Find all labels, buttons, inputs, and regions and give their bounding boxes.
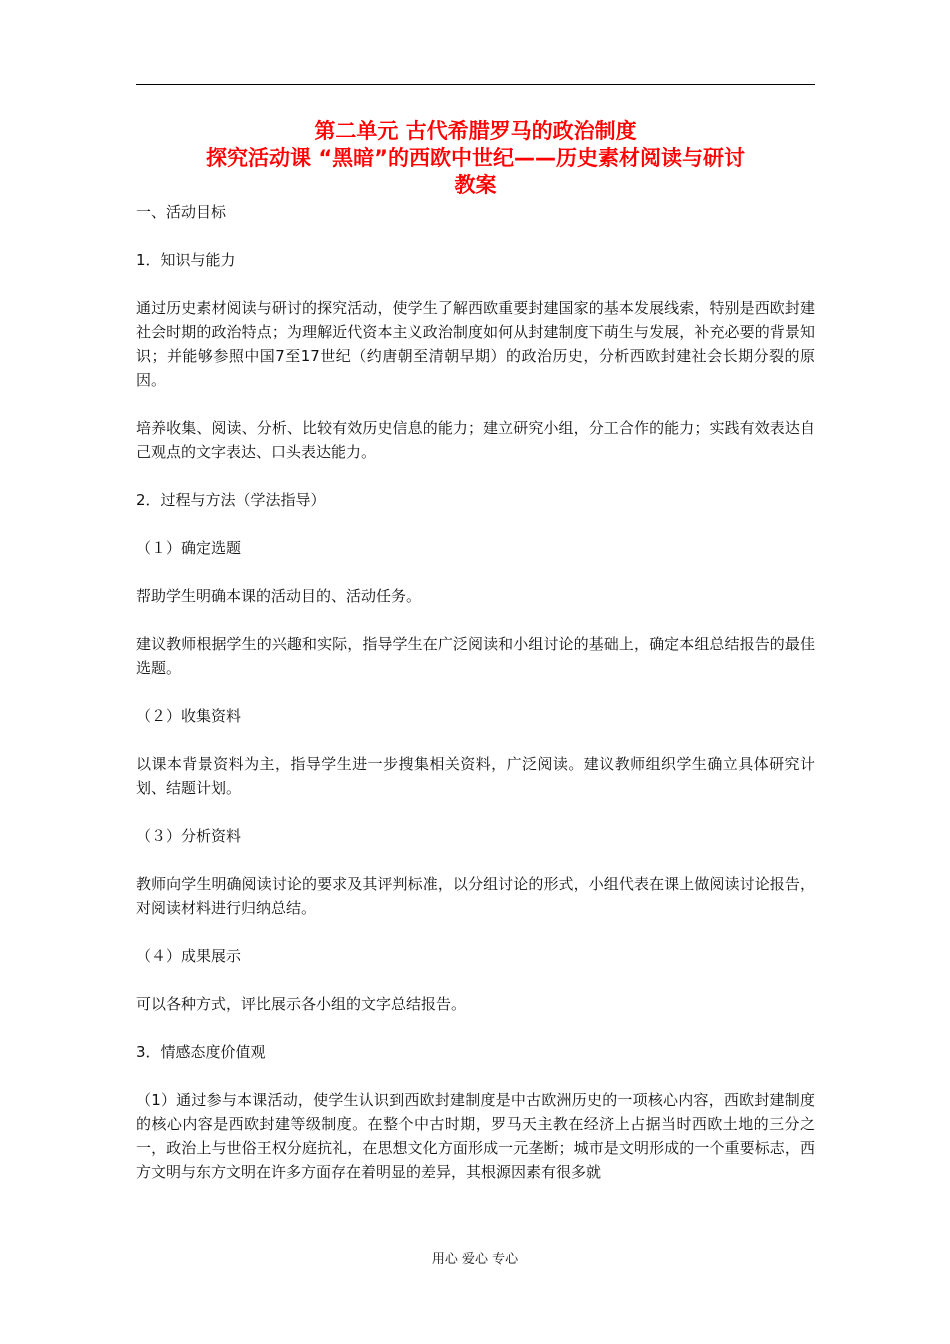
subheading-process: 2．过程与方法（学法指导） (136, 491, 326, 509)
document-title (136, 118, 815, 199)
paragraph-step-4: 可以各种方式，评比展示各小组的文字总结报告。 (136, 995, 467, 1013)
page-footer: 用心 爱心 专心 (431, 1252, 519, 1267)
paragraph-step-3: 教师向学生明确阅读讨论的要求及其评判标准，以分组讨论的形式，小组代表在课上做阅读讨论报告，对阅读材料进行归纳总结。 (136, 875, 815, 917)
title-line-unit: 第二单元 古代希腊罗马的政治制度 (314, 119, 637, 143)
title-line-activity: 探究活动课 “黑暗”的西欧中世纪——历史素材阅读与研讨 (206, 146, 745, 170)
document-body (136, 200, 815, 1184)
subheading-values: 3．情感态度价值观 (136, 1043, 266, 1061)
subheading-step-4: （４）成果展示 (136, 947, 242, 965)
paragraph-step-1b: 建议教师根据学生的兴趣和实际，指导学生在广泛阅读和小组讨论的基础上，确定本组总结报告的最佳选题。 (136, 635, 815, 677)
section-heading-objectives: 一、活动目标 (136, 203, 227, 221)
subheading-step-2: （２）收集资料 (136, 707, 242, 725)
paragraph-knowledge-2: 培养收集、阅读、分析、比较有效历史信息的能力；建立研究小组，分工合作的能力；实践有效表达自己观点的文字表达、口头表达能力。 (136, 419, 815, 461)
subheading-step-1: （１）确定选题 (136, 539, 242, 557)
title-line-lesson-plan: 教案 (454, 173, 497, 197)
paragraph-step-2: 以课本背景资料为主，指导学生进一步搜集相关资料，广泛阅读。建议教师组织学生确立具体研究计划、结题计划。 (136, 755, 815, 797)
paragraph-knowledge-1: 通过历史素材阅读与研讨的探究活动，使学生了解西欧重要封建国家的基本发展线索，特别是西欧封建社会时期的政治特点；为理解近代资本主义政治制度如何从封建制度下萌生与发展，补充必要的背景知识；并能够参照中国7至17世纪（约唐朝至清朝早期）的政治历史，分析西欧封建社会长期分裂的原因。 (136, 299, 815, 389)
subheading-knowledge: 1．知识与能力 (136, 251, 236, 269)
subheading-step-3: （３）分析资料 (136, 827, 242, 845)
paragraph-step-1a: 帮助学生明确本课的活动目的、活动任务。 (136, 587, 422, 605)
paragraph-values-1: （1）通过参与本课活动，使学生认识到西欧封建制度是中古欧洲历史的一项核心内容，西欧封建制度的核心内容是西欧封建等级制度。在整个中古时期，罗马天主教在经济上占据当时西欧土地的三分之一，政治上与世俗王权分庭抗礼，在思想文化方面形成一元垄断；城市是文明形成的一个重要标志，西方文明与东方文明在许多方面存在着明显的差异，其根源因素有很多就 (136, 1091, 815, 1181)
header-rule (136, 84, 815, 85)
